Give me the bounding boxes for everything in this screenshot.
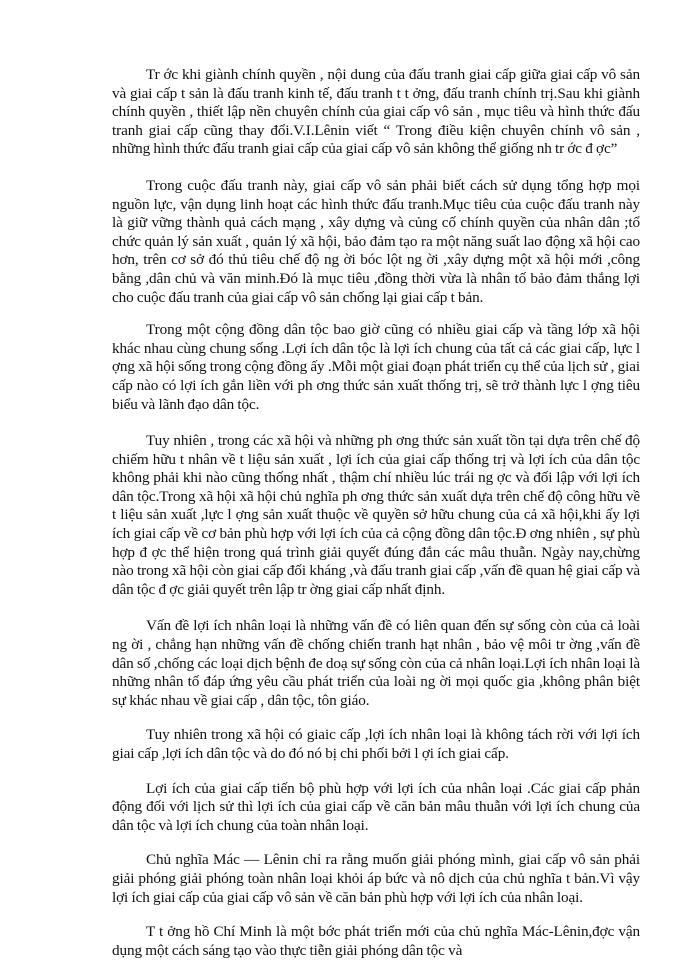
paragraph-class-struggle-before-after-power: Tr ớc khi giành chính quyền , nội dung của đấu tranh giai cấp giữa giai cấp vô sản và giai cấp t sản là đấu tranh kinh tế, đấu tranh t t ởng, đấu tranh chính trị.Sau khi giành chính quyền , thiết lập nền chuyên chính của giai cấp vô sản , mục tiêu và hình thức đấu tranh giai cấp cũng thay đổi.V.I.Lênin viết “ Trong điều kiện chuyên chính vô sản , những hình thức đấu tranh giai cấp của giai cấp vô sản không thể giống nh tr ớc đ ợc” (112, 66, 640, 158)
paragraph-struggle-goals: Trong cuộc đấu tranh này, giai cấp vô sản phải biết cách sử dụng tổng hợp mọi nguồn lực, vận dụng linh hoạt các hình thức đấu tranh.Mục tiêu của cuộc đấu tranh này là giữ vững thành quả cách mạng , xây dựng và củng cố chính quyền của nhân dân ;tổ chức quản lý sản xuất , quản lý xã hội, bảo đảm tạo ra một năng suất lao động xã hội cao hơn, trên cơ sở đó thủ tiêu chế độ ng ời bóc lột ng ời ,xây dựng một xã hội mới ,công bằng ,dân chủ và văn minh.Đó là mục tiêu ,đồng thời vừa là nhân tố bảo đảm thắng lợi cho cuộc đấu tranh của giai cấp vô sản chống lại giai cấp t bản. (112, 176, 640, 306)
paragraph-human-interest: Vấn đề lợi ích nhân loại là những vấn đề có liên quan đến sự sống còn của cả loài ng ời , chẳng hạn những vấn đề chống chiến tranh hạt nhân , bảo vệ môi tr ờng ,vấn đề dân số ,chống các loại dịch bệnh đe doạ sự sống còn của cả nhân loại.Lợi ích nhân loại là những nhân tố đáp ứng yêu cầu phát triển của loài ng ời mọi quốc gia ,không phân biệt sự khác nhau về giai cấp , dân tộc, tôn giáo. (112, 617, 640, 709)
paragraph-marx-lenin: Chủ nghĩa Mác — Lênin chỉ ra rằng muốn giải phóng mình, giai cấp vô sản phải giải phóng giải phóng toàn nhân loại khỏi áp bức và nô dịch của chủ nghĩa t bản.Vì vậy lợi ích giai cấp của giai cấp vô sản về căn bản phù hợp với lợi ích của nhân loại. (112, 851, 640, 906)
paragraph-national-interest: Trong một cộng đồng dân tộc bao giờ cũng có nhiều giai cấp và tầng lớp xã hội khác nhau cùng chung sống .Lợi ích dân tộc là lợi ích chung của tất cả các giai cấp, lực l ợng xã hội sống trong cộng đồng ấy .Mỗi một giai đoạn phát triển cụ thể của lịch sử , giai cấp nào có lợi ích gắn liền với ph ơng thức sản xuất thống trị, sẽ trở thành lực l ợng tiêu biểu và lãnh đạo dân tộc. (112, 321, 640, 413)
paragraph-progressive-class: Lợi ích của giai cấp tiến bộ phù hợp với lợi ích của nhân loại .Các giai cấp phản động đối với lịch sử thì lợi ích của giai cấp về căn bản mâu thuẫn với lợi ích chung của dân tộc và lợi ích chung của toàn nhân loại. (112, 779, 640, 834)
paragraph-class-and-nation: Tuy nhiên , trong các xã hội và những ph ơng thức sản xuất tồn tại dựa trên chế độ chiếm hữu t nhân về t liệu sản xuất , lợi ích của giai cấp thống trị và lợi ích của dân tộc không phải khi nào cũng thống nhất , thậm chí nhiều lúc trái ng ợc và đối lập với lợi ích dân tộc.Trong xã hội xã hội chủ nghĩa ph ơng thức sản xuất dựa trên chế độ công hữu về t liệu sản xuất ,lực l ợng sản xuất thuộc về quyền sở hữu chung của cả xã hội,khi ấy lợi ích giai cấp về cơ bản phù hợp với lợi ích của cả cộng đồng dân tộc.Đ ơng nhiên , sự phù hợp đ ợc thể hiện trong quá trình giải quyết đúng đắn các mâu thuẫn. Ngày nay,chừng nào trong xã hội còn giai cấp đối kháng ,và đấu tranh giai cấp ,vấn đề quan hệ giai cấp và dân tộc đ ợc giải quyết trên lập tr ờng giai cấp nhất định. (112, 432, 640, 598)
paragraph-ho-chi-minh-thought: T t ởng hồ Chí Minh là một bớc phát triển mới của chủ nghĩa Mác-Lênin,đợc vận dụng một cách sáng tạo vào thực tiễn giải phóng dân tộc và (112, 923, 640, 959)
paragraph-human-interest-dominated: Tuy nhiên trong xã hội có giaic cấp ,lợi ích nhân loại là không tách rời với lợi ích giai cấp ,lợi ích dân tộc và do đó nó bị chi phối bởi l ợi ích giai cấp. (112, 726, 640, 762)
